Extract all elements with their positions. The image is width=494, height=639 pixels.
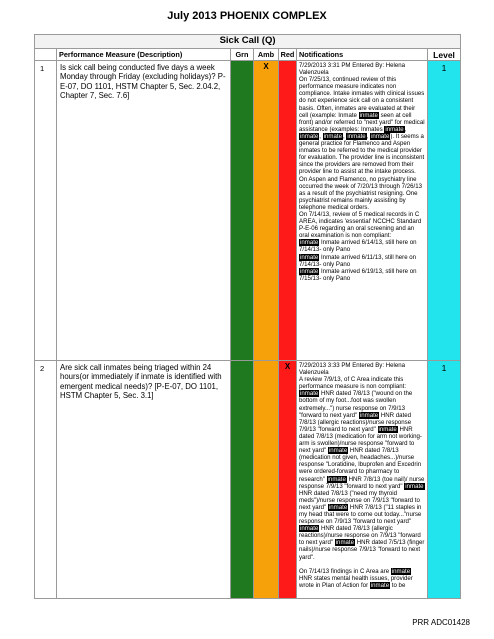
redaction-box: inmate [328, 447, 348, 455]
amb-cell: X [254, 61, 279, 361]
header-grn: Grn [231, 49, 254, 61]
performance-measure: Is sick call being conducted five days a week Monday through Friday (excluding holidays)? P-E-07, DO 1101, HSTM Chapter 5, Sec. 2.04.2, Chapter 7, Sec. 7.6] [57, 61, 231, 361]
notifications-cell: 7/29/2013 3:33 PM Entered By: Helena Valenzuela A review 7/9/13, of C Area indicate this performance measure is non compliant: inmate HNR dated 7/8/13 ("wound on the bottom of my foot...foot was swollen extremely...") nurse response on 7/9/13 "forward to next yard" inmate HNR dated 7/8/13 (allergic reactions)/nurse response 7/9/13 "forward to next yard" inmate HNR dated 7/8/13 (medication for arm not working-arm is swollen)/nurse response "forward to next yard" inmate HNR dated 7/8/13 (medication not given, headaches...)/nurse response "Loratidine, Ibuprofen and Excedrin were ordered-forward to pharmacy to research" inmate HNR 7/8/13 (toe nail)/ nurse response 7/9/13 "forward to next yard" inmate HNR dated 7/8/13 ("need my thyroid meds")/nurse response on 7/9/13 "forward to next yard" inmate HNR 7/8/13 ("11 staples in my head that were to come out today..."nurse response on 7/9/13 "forward to next yard" inmate HNR dated 7/8/13 (allergic reactions)/nurse response on 7/9/13 "forward to next yard" inmate HNR dated 7/5/13 (finger nails)/nurse response 7/9/13 "forward to next yard". On 7/14/13 findings in C Area are inmate HNR states mental health issues, provider wrote in Plan of Action for inmate to be [297, 361, 428, 599]
header-level: Level [428, 49, 461, 61]
header-number [35, 49, 57, 61]
redaction-box: inmate [300, 525, 319, 533]
level-cell: 1 [428, 361, 461, 599]
redaction-box: inmate [328, 503, 348, 511]
redaction-box: inmate [300, 132, 319, 140]
redaction-box: inmate [300, 253, 319, 261]
redaction-box: inmate [335, 539, 354, 547]
redaction-box: inmate [371, 132, 390, 140]
header-red: Red [279, 49, 297, 61]
red-cell [279, 61, 297, 361]
page-footer: PRR ADC01428 [412, 618, 470, 627]
row-number: 1 [35, 61, 57, 361]
header-measure: Performance Measure (Description) [57, 49, 231, 61]
page-title: July 2013 PHOENIX COMPLEX [167, 10, 327, 22]
table-row [35, 361, 461, 599]
redaction-box: inmate [300, 267, 319, 275]
redaction-box: inmate [385, 125, 404, 133]
redaction-box: inmate [378, 425, 397, 433]
redaction-box: inmate [359, 411, 379, 419]
notifications-cell: 7/29/2013 3:31 PM Entered By: Helena Valenzuela On 7/25/13, continued review of this performance measure indicates non compliance. Intake inmates with clinical issues do not experience sick call on a consistent basis. Often, inmates are evaluated at their cell (example: Inmate inmate seen at cell front) and/or referred to "next yard" for medical assistance (examples: Inmates inmate, inmate, inmate, inmate, inmate). It seems a general practice for Flamenco and Aspen inmates to be referred to the medical provider for evaluation. The provider line is inconsistent since the providers are removed from their provider line to assist at the intake process. On Aspen and Flamenco, no psychiatry line occurred the week of 7/20/13 through 7/26/13 as a result of the psychiatrist resigning. One psychiatrist remains mainly assisting by telephone medical orders. On 7/14/13, review of 5 medical records in C AREA, indicates 'essential' NCCHC Standard P-E-06 regarding an oral screening and an oral examination is non compliant: inmate Inmate arrived 6/14/13, still here on 7/14/13- only Pano inmate Inmate arrived 6/11/13, still here on 7/14/13- only Pano inmate Inmate arrived 6/19/13, still here on 7/15/13- only Pano [297, 61, 428, 361]
red-cell: X [279, 361, 297, 599]
redaction-box: inmate [359, 111, 378, 119]
grn-cell [231, 361, 254, 599]
level-cell: 1 [428, 61, 461, 361]
redaction-box: inmate [323, 132, 342, 140]
row-number: 2 [35, 361, 57, 599]
header-notifications: Notifications [297, 49, 428, 61]
redaction-box: inmate [327, 475, 346, 483]
redaction-box: inmate [300, 390, 319, 398]
sick-call-table [34, 34, 461, 599]
amb-cell [254, 361, 279, 599]
redaction-box: inmate [405, 482, 424, 490]
redaction-box: inmate [391, 567, 411, 575]
header-amb: Amb [254, 49, 279, 61]
performance-measure: Are sick call inmates being triaged within 24 hours(or immediately if inmate is identified with emergent medical needs)? [P-E-07, DO 1101, HSTM Chapter 5, Sec. 3.1] [57, 361, 231, 599]
grn-cell [231, 61, 254, 361]
redaction-box: inmate [347, 132, 366, 140]
redaction-box: inmate [300, 239, 319, 247]
table-row [35, 61, 461, 361]
section-title: Sick Call (Q) [35, 35, 461, 49]
redaction-box: inmate [370, 581, 390, 589]
